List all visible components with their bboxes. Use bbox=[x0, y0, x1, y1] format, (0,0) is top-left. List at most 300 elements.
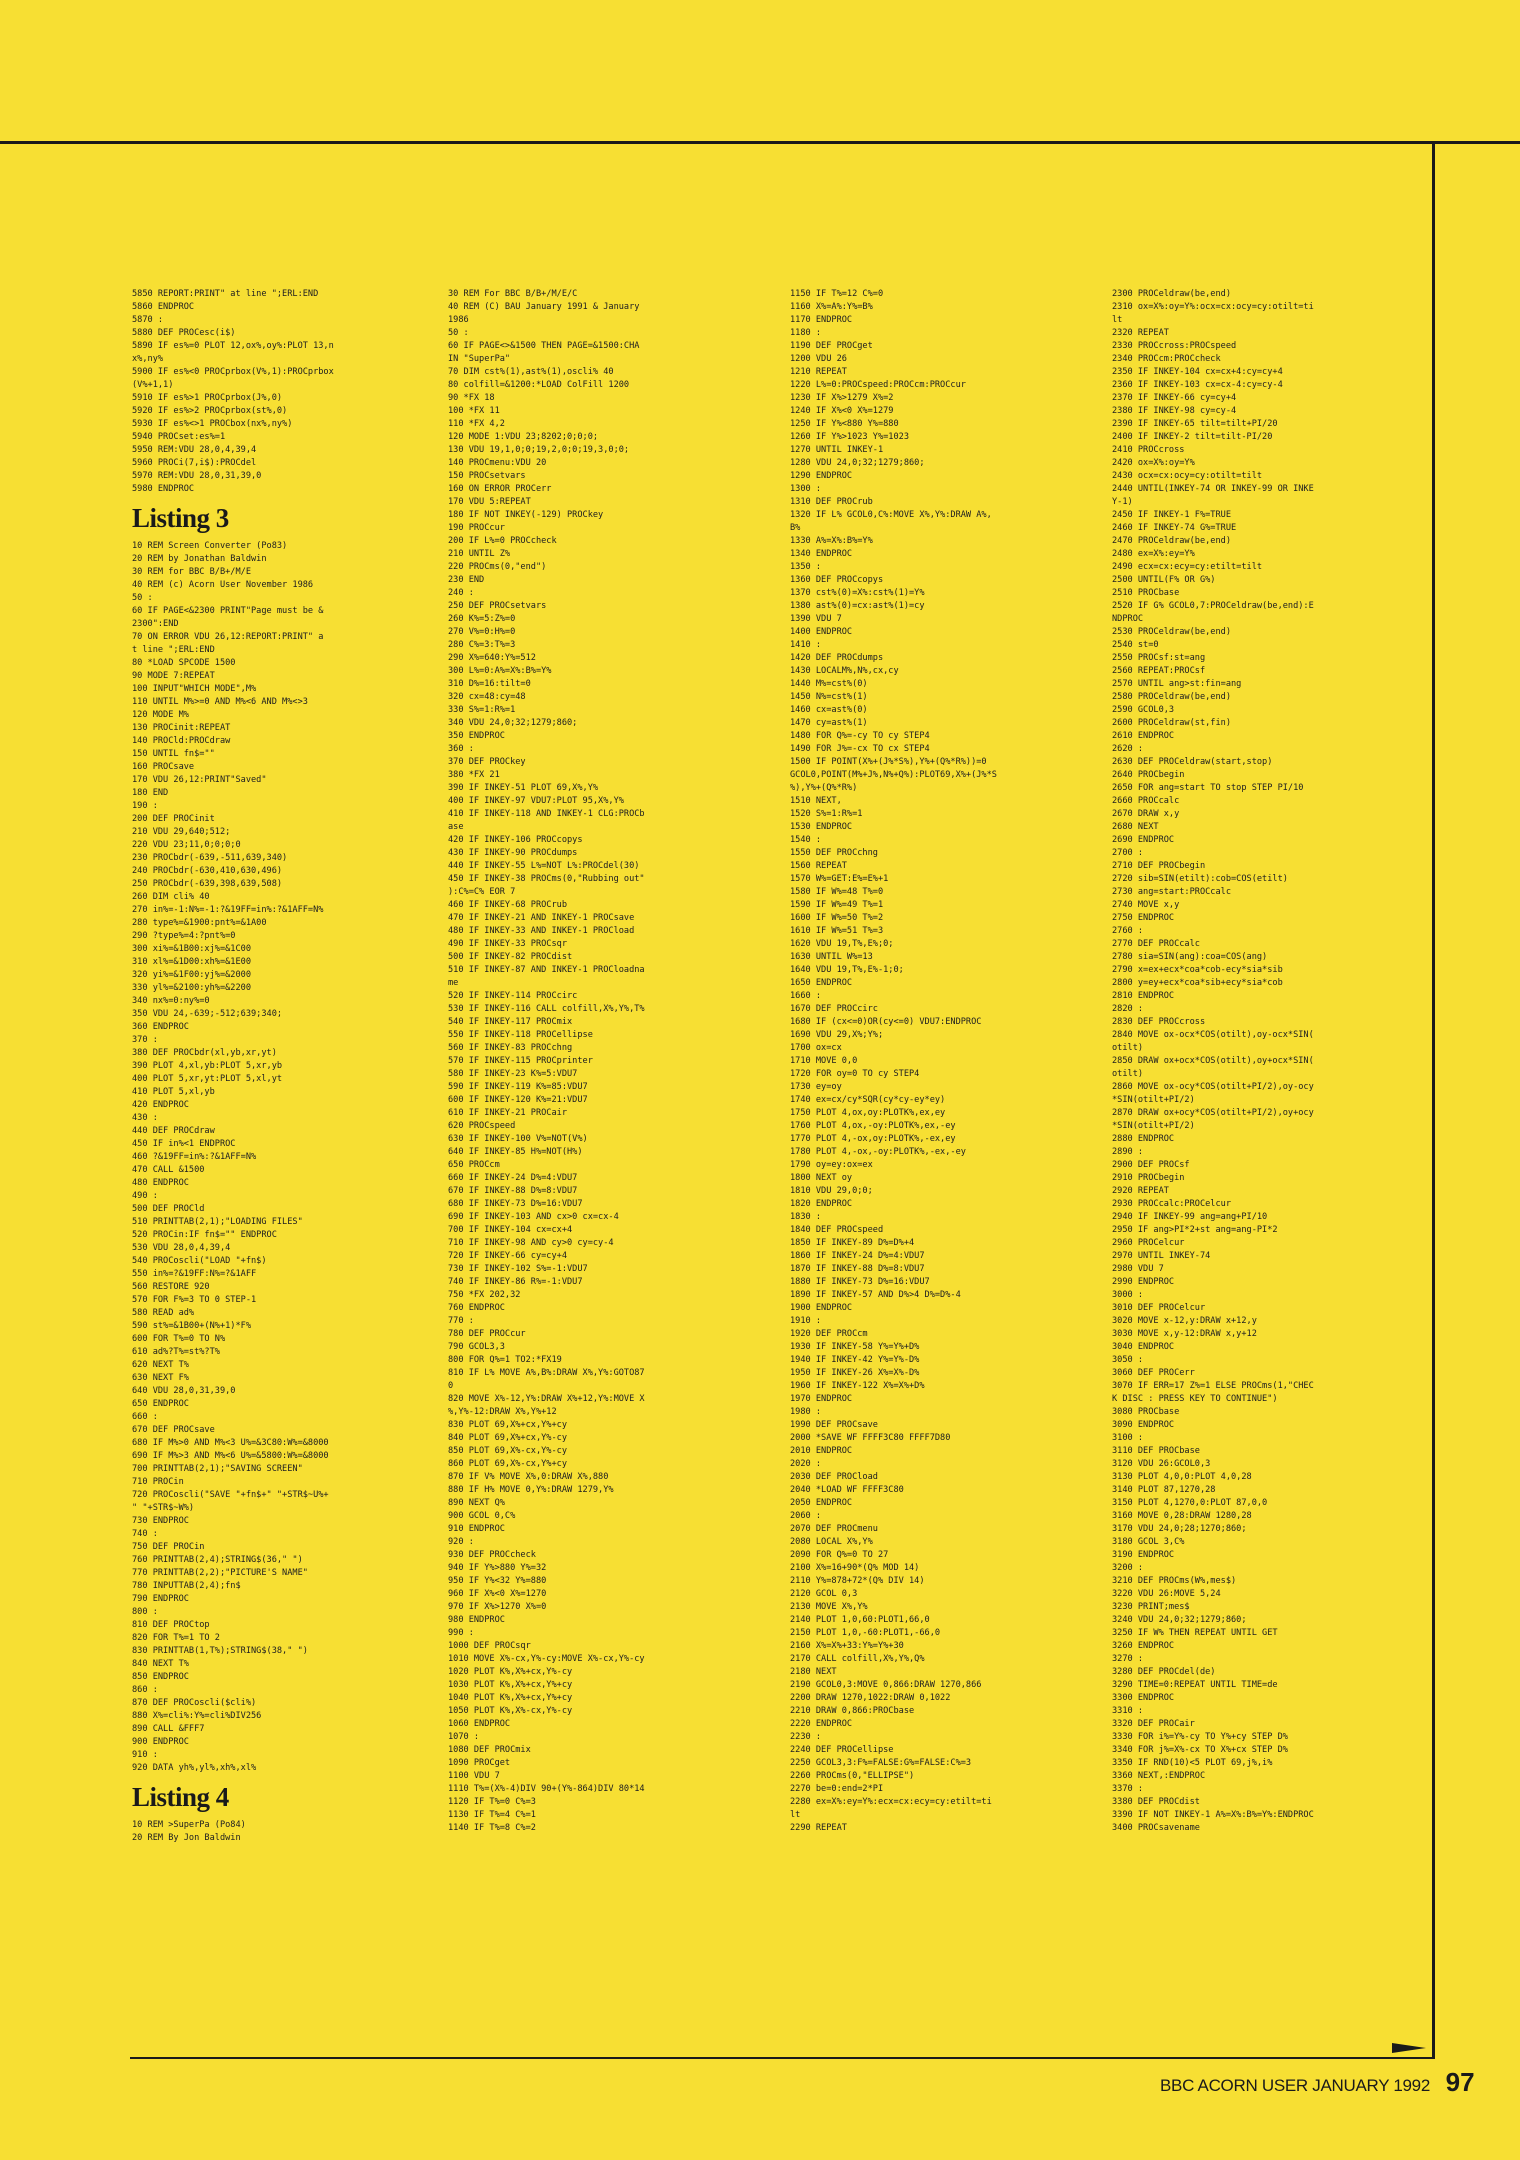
code-line: 1640 VDU 19,T%,E%-1;0; bbox=[790, 965, 904, 975]
code-line: 1330 A%=X%:B%=Y% bbox=[790, 536, 873, 546]
code-line: 5860 ENDPROC bbox=[132, 302, 195, 312]
code-line: 830 PRINTTAB(1,T%);STRING$(38," ") bbox=[132, 1646, 308, 1656]
code-line: 2030 DEF PROCload bbox=[790, 1472, 878, 1482]
code-line: 250 DEF PROCsetvars bbox=[448, 601, 547, 611]
code-line: (V%+1,1) bbox=[132, 380, 174, 390]
listing-column-1 bbox=[132, 288, 447, 2048]
code-line: 1660 : bbox=[790, 991, 822, 1001]
code-line: 390 PLOT 4,xl,yb:PLOT 5,xr,yb bbox=[132, 1061, 283, 1071]
code-line: 830 PLOT 69,X%+cx,Y%+cy bbox=[448, 1420, 567, 1430]
code-line: 790 GCOL3,3 bbox=[448, 1342, 505, 1352]
code-line: 410 PLOT 5,xl,yb bbox=[132, 1087, 215, 1097]
code-line: 1080 DEF PROCmix bbox=[448, 1745, 531, 1755]
code-line: 3230 PRINT;mes$ bbox=[1112, 1602, 1190, 1612]
code-line: 1350 : bbox=[790, 562, 822, 572]
code-line: 2900 DEF PROCsf bbox=[1112, 1160, 1190, 1170]
code-line: 590 st%=&1B00+(N%+1)*F% bbox=[132, 1321, 251, 1331]
code-line: 1900 ENDPROC bbox=[790, 1303, 853, 1313]
code-line: 2180 NEXT bbox=[790, 1667, 837, 1677]
code-line: 3320 DEF PROCair bbox=[1112, 1719, 1195, 1729]
code-line: 3140 PLOT 87,1270,28 bbox=[1112, 1485, 1216, 1495]
code-line: 430 IF INKEY-90 PROCdumps bbox=[448, 848, 578, 858]
code-line: 1370 cst%(0)=X%:cst%(1)=Y% bbox=[790, 588, 925, 598]
code-line: 550 in%=?&19FF:N%=?&1AFF bbox=[132, 1269, 257, 1279]
code-line: 910 : bbox=[132, 1750, 158, 1760]
code-line: 710 IF INKEY-98 AND cy>0 cy=cy-4 bbox=[448, 1238, 614, 1248]
code-line: 1850 IF INKEY-89 D%=D%+4 bbox=[790, 1238, 915, 1248]
code-line: 840 NEXT T% bbox=[132, 1659, 189, 1669]
code-line: 660 : bbox=[132, 1412, 158, 1422]
code-line: GCOL0,POINT(M%+J%,N%+Q%):PLOT69,X%+(J%*S bbox=[790, 770, 997, 780]
code-line: 2120 GCOL 0,3 bbox=[790, 1589, 858, 1599]
code-line: 360 : bbox=[448, 744, 474, 754]
code-line: 3180 GCOL 3,C% bbox=[1112, 1537, 1185, 1547]
code-line: 90 *FX 18 bbox=[448, 393, 495, 403]
code-line: 150 UNTIL fn$="" bbox=[132, 749, 215, 759]
code-line: 770 PRINTTAB(2,2);"PICTURE'S NAME" bbox=[132, 1568, 308, 1578]
code-line: 940 IF Y%>880 Y%=32 bbox=[448, 1563, 547, 1573]
code-line: 3200 : bbox=[1112, 1563, 1144, 1573]
code-line: 2260 PROCms(0,"ELLIPSE") bbox=[790, 1771, 915, 1781]
code-line: 2170 CALL colfill,X%,Y%,Q% bbox=[790, 1654, 925, 1664]
code-line: 2630 DEF PROCeldraw(start,stop) bbox=[1112, 757, 1273, 767]
code-line: 2700 : bbox=[1112, 848, 1144, 858]
code-line: 2100 X%=16+90*(Q% MOD 14) bbox=[790, 1563, 920, 1573]
code-line: 2670 DRAW x,y bbox=[1112, 809, 1180, 819]
code-line: 920 DATA yh%,yl%,xh%,xl% bbox=[132, 1763, 257, 1773]
listing-column-2 bbox=[448, 288, 763, 2048]
code-line: 480 IF INKEY-33 AND INKEY-1 PROCload bbox=[448, 926, 635, 936]
code-line: 1060 ENDPROC bbox=[448, 1719, 511, 1729]
code-line: 320 cx=48:cy=48 bbox=[448, 692, 526, 702]
code-line: 460 ?&19FF=in%:?&1AFF=N% bbox=[132, 1152, 257, 1162]
code-line: 5870 : bbox=[132, 315, 164, 325]
code-line: 1910 : bbox=[790, 1316, 822, 1326]
code-line: 540 IF INKEY-117 PROCmix bbox=[448, 1017, 573, 1027]
top-rule bbox=[0, 141, 1520, 144]
code-line: 2790 x=ex+ecx*coa*cob-ecy*sia*sib bbox=[1112, 965, 1283, 975]
code-line: 340 nx%=0:ny%=0 bbox=[132, 996, 210, 1006]
code-line: 370 DEF PROCkey bbox=[448, 757, 526, 767]
code-line: 1420 DEF PROCdumps bbox=[790, 653, 884, 663]
code-line: 650 ENDPROC bbox=[132, 1399, 189, 1409]
code-line: 750 DEF PROCin bbox=[132, 1542, 205, 1552]
code-line: 50 : bbox=[132, 593, 153, 603]
code-line: 1570 W%=GET:E%=E%+1 bbox=[790, 874, 889, 884]
code-line: 1890 IF INKEY-57 AND D%>4 D%=D%-4 bbox=[790, 1290, 961, 1300]
code-line: 370 : bbox=[132, 1035, 158, 1045]
code-line: 450 IF in%<1 ENDPROC bbox=[132, 1139, 236, 1149]
code-line: 380 *FX 21 bbox=[448, 770, 500, 780]
code-line: 970 IF X%>1270 X%=0 bbox=[448, 1602, 547, 1612]
code-line: 670 IF INKEY-88 D%=8:VDU7 bbox=[448, 1186, 578, 1196]
code-line: 1780 PLOT 4,-ox,-oy:PLOTK%,-ex,-ey bbox=[790, 1147, 966, 1157]
code-line: 490 : bbox=[132, 1191, 158, 1201]
code-line: 680 IF INKEY-73 D%=16:VDU7 bbox=[448, 1199, 583, 1209]
code-line: 3190 ENDPROC bbox=[1112, 1550, 1175, 1560]
code-line: 1390 VDU 7 bbox=[790, 614, 842, 624]
code-line: 3310 : bbox=[1112, 1706, 1144, 1716]
code-line: 2730 ang=start:PROCcalc bbox=[1112, 887, 1231, 897]
code-line: 1790 oy=ey:ox=ex bbox=[790, 1160, 873, 1170]
code-line: 170 VDU 5:REPEAT bbox=[448, 497, 531, 507]
code-line: 1730 ey=oy bbox=[790, 1082, 842, 1092]
code-line: 1410 : bbox=[790, 640, 822, 650]
code-line: 780 INPUTTAB(2,4);fn$ bbox=[132, 1581, 241, 1591]
bottom-rule bbox=[130, 2057, 1435, 2059]
code-line: 260 K%=5:Z%=0 bbox=[448, 614, 516, 624]
code-line: 3330 FOR i%=Y%-cy TO Y%+cy STEP D% bbox=[1112, 1732, 1288, 1742]
code-line: 2010 ENDPROC bbox=[790, 1446, 853, 1456]
code-line: 2430 ocx=cx:ocy=cy:otilt=tilt bbox=[1112, 471, 1263, 481]
code-line: 80 colfill=&1200:*LOAD ColFill 1200 bbox=[448, 380, 630, 390]
code-line: 2390 IF INKEY-65 tilt=tilt+PI/20 bbox=[1112, 419, 1278, 429]
code-line: 900 ENDPROC bbox=[132, 1737, 189, 1747]
code-line: 630 NEXT F% bbox=[132, 1373, 189, 1383]
code-line: 1430 LOCALM%,N%,cx,cy bbox=[790, 666, 899, 676]
code-line: 2050 ENDPROC bbox=[790, 1498, 853, 1508]
code-line: 2060 : bbox=[790, 1511, 822, 1521]
code-line: 2240 DEF PROCellipse bbox=[790, 1745, 894, 1755]
code-line: 1450 N%=cst%(1) bbox=[790, 692, 868, 702]
code-line: 1986 bbox=[448, 315, 469, 325]
code-line: 2640 PROCbegin bbox=[1112, 770, 1185, 780]
code-line: 210 UNTIL Z% bbox=[448, 549, 511, 559]
code-line: 1950 IF INKEY-26 X%=X%-D% bbox=[790, 1368, 920, 1378]
code-line: 1310 DEF PROCrub bbox=[790, 497, 873, 507]
code-line: 740 IF INKEY-86 R%=-1:VDU7 bbox=[448, 1277, 583, 1287]
code-line: 1340 ENDPROC bbox=[790, 549, 853, 559]
code-line: 700 IF INKEY-104 cx=cx+4 bbox=[448, 1225, 573, 1235]
code-line: 310 D%=16:tilt=0 bbox=[448, 679, 531, 689]
code-line: 560 IF INKEY-83 PROCchng bbox=[448, 1043, 573, 1053]
right-rule bbox=[1432, 141, 1435, 2059]
code-line: 2210 DRAW 0,866:PROCbase bbox=[790, 1706, 915, 1716]
code-line: 770 : bbox=[448, 1316, 474, 1326]
code-line: 910 ENDPROC bbox=[448, 1524, 505, 1534]
code-line: 490 IF INKEY-33 PROCsqr bbox=[448, 939, 567, 949]
code-line: 5970 REM:VDU 28,0,31,39,0 bbox=[132, 471, 262, 481]
code-line: 50 : bbox=[448, 328, 469, 338]
code-line: 1590 IF W%=49 T%=1 bbox=[790, 900, 884, 910]
code-line: 1710 MOVE 0,0 bbox=[790, 1056, 858, 1066]
code-line: 250 PROCbdr(-639,398,639,508) bbox=[132, 879, 283, 889]
code-line: 2860 MOVE ox-ocy*COS(otilt+PI/2),oy-ocy bbox=[1112, 1082, 1314, 1092]
code-line: 2930 PROCcalc:PROCelcur bbox=[1112, 1199, 1231, 1209]
code-line: 2720 sib=SIN(etilt):cob=COS(etilt) bbox=[1112, 874, 1288, 884]
code-line: 500 IF INKEY-82 PROCdist bbox=[448, 952, 573, 962]
code-line: 3090 ENDPROC bbox=[1112, 1420, 1175, 1430]
code-line: 530 IF INKEY-116 CALL colfill,X%,Y%,T% bbox=[448, 1004, 645, 1014]
code-line: 980 ENDPROC bbox=[448, 1615, 505, 1625]
code-line: 3040 ENDPROC bbox=[1112, 1342, 1175, 1352]
code-line: 2570 UNTIL ang>st:fin=ang bbox=[1112, 679, 1242, 689]
code-line: 1520 S%=1:R%=1 bbox=[790, 809, 863, 819]
code-line: 880 IF H% MOVE 0,Y%:DRAW 1279,Y% bbox=[448, 1485, 614, 1495]
code-line: 2320 REPEAT bbox=[1112, 328, 1169, 338]
code-line: ase bbox=[448, 822, 464, 832]
code-line: 2830 DEF PROCcross bbox=[1112, 1017, 1206, 1027]
code-line: 40 REM (C) BAU January 1991 & January bbox=[448, 302, 640, 312]
code-line: 2410 PROCcross bbox=[1112, 445, 1185, 455]
code-line: 280 C%=3:T%=3 bbox=[448, 640, 516, 650]
code-line: 2280 ex=X%:ey=Y%:ecx=cx:ecy=cy:etilt=ti bbox=[790, 1797, 992, 1807]
code-line: 2560 REPEAT:PROCsf bbox=[1112, 666, 1206, 676]
code-line: 2450 IF INKEY-1 F%=TRUE bbox=[1112, 510, 1231, 520]
code-line: 260 DIM cli% 40 bbox=[132, 892, 210, 902]
code-line: 2480 ex=X%:ey=Y% bbox=[1112, 549, 1195, 559]
code-line: 3150 PLOT 4,1270,0:PLOT 87,0,0 bbox=[1112, 1498, 1268, 1508]
code-line: 1480 FOR Q%=-cy TO cy STEP4 bbox=[790, 731, 930, 741]
code-line: 730 IF INKEY-102 S%=-1:VDU7 bbox=[448, 1264, 588, 1274]
code-line: 2440 UNTIL(INKEY-74 OR INKEY-99 OR INKE bbox=[1112, 484, 1314, 494]
code-line: 1690 VDU 29,X%;Y%; bbox=[790, 1030, 884, 1040]
listing-heading: Listing 3 bbox=[132, 503, 229, 533]
code-line: 790 ENDPROC bbox=[132, 1594, 189, 1604]
code-line: 3160 MOVE 0,28:DRAW 1280,28 bbox=[1112, 1511, 1252, 1521]
code-line: 3260 ENDPROC bbox=[1112, 1641, 1175, 1651]
code-line: 700 PRINTTAB(2,1);"SAVING SCREEN" bbox=[132, 1464, 303, 1474]
code-line: 470 CALL &1500 bbox=[132, 1165, 205, 1175]
code-line: 3110 DEF PROCbase bbox=[1112, 1446, 1200, 1456]
code-line: 2680 NEXT bbox=[1112, 822, 1159, 832]
code-line: 1100 VDU 7 bbox=[448, 1771, 500, 1781]
code-line: 650 PROCcm bbox=[448, 1160, 500, 1170]
code-line: 2870 DRAW ox+ocy*COS(otilt+PI/2),oy+ocy bbox=[1112, 1108, 1314, 1118]
code-line: 890 CALL &FFF7 bbox=[132, 1724, 205, 1734]
code-line: 800 : bbox=[132, 1607, 158, 1617]
code-line: 110 *FX 4,2 bbox=[448, 419, 505, 429]
code-line: 1940 IF INKEY-42 Y%=Y%-D% bbox=[790, 1355, 920, 1365]
page-footer bbox=[1160, 2067, 1475, 2101]
code-line: 2110 Y%=878+72*(Q% DIV 14) bbox=[790, 1576, 925, 1586]
code-line: 3170 VDU 24,0;28;1270;860; bbox=[1112, 1524, 1247, 1534]
code-line: 40 REM (c) Acorn User November 1986 bbox=[132, 580, 314, 590]
code-line: 280 type%=&1900:pnt%=&1A00 bbox=[132, 918, 267, 928]
code-line: 780 DEF PROCcur bbox=[448, 1329, 526, 1339]
code-line: 2520 IF G% GCOL0,7:PROCeldraw(be,end):E bbox=[1112, 601, 1314, 611]
code-line: lt bbox=[1112, 315, 1123, 325]
code-line: 30 REM For BBC B/B+/M/E/C bbox=[448, 289, 578, 299]
code-line: 1880 IF INKEY-73 D%=16:VDU7 bbox=[790, 1277, 930, 1287]
code-line: 850 ENDPROC bbox=[132, 1672, 189, 1682]
code-line: 1360 DEF PROCcopys bbox=[790, 575, 884, 585]
code-line: 1540 : bbox=[790, 835, 822, 845]
code-line: 1930 IF INKEY-58 Y%=Y%+D% bbox=[790, 1342, 920, 1352]
code-line: 1530 ENDPROC bbox=[790, 822, 853, 832]
code-line: 70 DIM cst%(1),ast%(1),oscli% 40 bbox=[448, 367, 614, 377]
code-line: 610 ad%?T%=st%?T% bbox=[132, 1347, 220, 1357]
code-line: 3360 NEXT,:ENDPROC bbox=[1112, 1771, 1206, 1781]
code-line: 860 PLOT 69,X%-cx,Y%+cy bbox=[448, 1459, 567, 1469]
code-line: 3000 : bbox=[1112, 1290, 1144, 1300]
code-line: 1580 IF W%=48 T%=0 bbox=[790, 887, 884, 897]
code-line: 510 IF INKEY-87 AND INKEY-1 PROCloadna bbox=[448, 965, 645, 975]
code-line: 3020 MOVE x-12,y:DRAW x+12,y bbox=[1112, 1316, 1257, 1326]
code-line: otilt) bbox=[1112, 1043, 1144, 1053]
code-line: 480 ENDPROC bbox=[132, 1178, 189, 1188]
code-line: 3250 IF W% THEN REPEAT UNTIL GET bbox=[1112, 1628, 1278, 1638]
code-line: 160 PROCsave bbox=[132, 762, 195, 772]
code-line: 2200 DRAW 1270,1022:DRAW 0,1022 bbox=[790, 1693, 951, 1703]
listing-column-3 bbox=[790, 288, 1105, 2048]
footer-publication: BBC ACORN USER JANUARY 1992 bbox=[1160, 2076, 1430, 2095]
code-line: 3070 IF ERR=17 Z%=1 ELSE PROCms(1,"CHEC bbox=[1112, 1381, 1314, 1391]
code-line: 760 PRINTTAB(2,4);STRING$(36," ") bbox=[132, 1555, 303, 1565]
code-line: 290 ?type%=4:?pnt%=0 bbox=[132, 931, 236, 941]
code-line: 400 IF INKEY-97 VDU7:PLOT 95,X%,Y% bbox=[448, 796, 624, 806]
code-line: 610 IF INKEY-21 PROCair bbox=[448, 1108, 567, 1118]
code-line: 2620 : bbox=[1112, 744, 1144, 754]
code-line: 210 VDU 29,640;512; bbox=[132, 827, 231, 837]
code-line: 390 IF INKEY-51 PLOT 69,X%,Y% bbox=[448, 783, 599, 793]
code-line: 1680 IF (cx<=0)OR(cy<=0) VDU7:ENDPROC bbox=[790, 1017, 982, 1027]
code-line: 1550 DEF PROCchng bbox=[790, 848, 878, 858]
code-line: 1630 UNTIL W%=13 bbox=[790, 952, 873, 962]
code-line: 1210 REPEAT bbox=[790, 367, 847, 377]
code-line: 3060 DEF PROCerr bbox=[1112, 1368, 1195, 1378]
code-line: 450 IF INKEY-38 PROCms(0,"Rubbing out" bbox=[448, 874, 645, 884]
code-line: 2310 ox=X%:oy=Y%:ocx=cx:ocy=cy:otilt=ti bbox=[1112, 302, 1314, 312]
code-line: 130 PROCinit:REPEAT bbox=[132, 723, 231, 733]
code-line: 810 DEF PROCtop bbox=[132, 1620, 210, 1630]
code-line: 1830 : bbox=[790, 1212, 822, 1222]
code-line: 2940 IF INKEY-99 ang=ang+PI/10 bbox=[1112, 1212, 1268, 1222]
code-line: 460 IF INKEY-68 PROCrub bbox=[448, 900, 567, 910]
code-line: 1760 PLOT 4,ox,-oy:PLOTK%,ex,-ey bbox=[790, 1121, 956, 1131]
code-line: 3050 : bbox=[1112, 1355, 1144, 1365]
code-line: 1130 IF T%=4 C%=1 bbox=[448, 1810, 536, 1820]
code-line: 510 PRINTTAB(2,1);"LOADING FILES" bbox=[132, 1217, 303, 1227]
code-line: 2540 st=0 bbox=[1112, 640, 1159, 650]
code-line: %,Y%-12:DRAW X%,Y%+12 bbox=[448, 1407, 557, 1417]
code-line: 670 DEF PROCsave bbox=[132, 1425, 215, 1435]
code-line: 580 IF INKEY-23 K%=5:VDU7 bbox=[448, 1069, 578, 1079]
code-line: 190 : bbox=[132, 801, 158, 811]
code-line: 10 REM >SuperPa (Po84) bbox=[132, 1820, 246, 1830]
code-line: 200 IF L%=0 PROCcheck bbox=[448, 536, 557, 546]
code-line: 2380 IF INKEY-98 cy=cy-4 bbox=[1112, 406, 1237, 416]
page-number: 97 bbox=[1445, 2067, 1475, 2097]
code-line: 2960 PROCelcur bbox=[1112, 1238, 1185, 1248]
code-line: 750 *FX 202,32 bbox=[448, 1290, 521, 1300]
code-line: 1190 DEF PROCget bbox=[790, 341, 873, 351]
code-line: 2600 PROCeldraw(st,fin) bbox=[1112, 718, 1231, 728]
code-line: 680 IF M%>0 AND M%<3 U%=&3C80:W%=&8000 bbox=[132, 1438, 329, 1448]
code-line: x%,ny% bbox=[132, 354, 164, 364]
code-line: 2880 ENDPROC bbox=[1112, 1134, 1175, 1144]
code-line: 1280 VDU 24,0;32;1279;860; bbox=[790, 458, 925, 468]
code-line: 1800 NEXT oy bbox=[790, 1173, 853, 1183]
code-line: 2270 be=0:end=2*PI bbox=[790, 1784, 884, 1794]
code-line: 470 IF INKEY-21 AND INKEY-1 PROCsave bbox=[448, 913, 635, 923]
code-line: otilt) bbox=[1112, 1069, 1144, 1079]
code-line: 1300 : bbox=[790, 484, 822, 494]
code-line: 180 IF NOT INKEY(-129) PROCkey bbox=[448, 510, 604, 520]
code-line: 220 PROCms(0,"end") bbox=[448, 562, 547, 572]
code-line: 1810 VDU 29,0;0; bbox=[790, 1186, 873, 1196]
code-line: 520 IF INKEY-114 PROCcirc bbox=[448, 991, 578, 1001]
code-line: 2580 PROCeldraw(be,end) bbox=[1112, 692, 1231, 702]
code-line: 1870 IF INKEY-88 D%=8:VDU7 bbox=[790, 1264, 925, 1274]
code-line: lt bbox=[790, 1810, 801, 1820]
code-line: 5940 PROCset:es%=1 bbox=[132, 432, 226, 442]
code-line: 1160 X%=A%:Y%=B% bbox=[790, 302, 873, 312]
code-line: 5930 IF es%<>1 PROCbox(nx%,ny%) bbox=[132, 419, 293, 429]
code-line: 1920 DEF PROCcm bbox=[790, 1329, 868, 1339]
code-line: 1240 IF X%<0 X%=1279 bbox=[790, 406, 894, 416]
code-line: 1020 PLOT K%,X%+cx,Y%-cy bbox=[448, 1667, 573, 1677]
code-line: 430 : bbox=[132, 1113, 158, 1123]
code-line: 960 IF X%<0 X%=1270 bbox=[448, 1589, 547, 1599]
code-line: 640 VDU 28,0,31,39,0 bbox=[132, 1386, 236, 1396]
code-line: 1140 IF T%=8 C%=2 bbox=[448, 1823, 536, 1833]
code-line: 2810 ENDPROC bbox=[1112, 991, 1175, 1001]
code-line: 3120 VDU 26:GCOL0,3 bbox=[1112, 1459, 1211, 1469]
code-line: 2250 GCOL3,3:F%=FALSE:G%=FALSE:C%=3 bbox=[790, 1758, 972, 1768]
code-line: 5980 ENDPROC bbox=[132, 484, 195, 494]
code-line: 3100 : bbox=[1112, 1433, 1144, 1443]
code-line: 1470 cy=ast%(1) bbox=[790, 718, 868, 728]
code-line: 270 V%=0:H%=0 bbox=[448, 627, 516, 637]
code-line: 3010 DEF PROCelcur bbox=[1112, 1303, 1206, 1313]
code-line: 2820 : bbox=[1112, 1004, 1144, 1014]
code-line: 2340 PROCcm:PROCcheck bbox=[1112, 354, 1221, 364]
code-line: 2040 *LOAD WF FFFF3C80 bbox=[790, 1485, 904, 1495]
code-line: 1490 FOR J%=-cx TO cx STEP4 bbox=[790, 744, 930, 754]
code-line: 1440 M%=cst%(0) bbox=[790, 679, 868, 689]
code-line: me bbox=[448, 978, 459, 988]
code-line: 710 PROCin bbox=[132, 1477, 184, 1487]
code-line: 2780 sia=SIN(ang):coa=COS(ang) bbox=[1112, 952, 1268, 962]
code-line: 100 INPUT"WHICH MODE",M% bbox=[132, 684, 257, 694]
code-line: 20 REM By Jon Baldwin bbox=[132, 1833, 241, 1843]
code-line: 950 IF Y%<32 Y%=880 bbox=[448, 1576, 547, 1586]
code-line: 1980 : bbox=[790, 1407, 822, 1417]
code-line: 150 PROCsetvars bbox=[448, 471, 526, 481]
code-line: 1620 VDU 19,T%,E%;0; bbox=[790, 939, 894, 949]
code-line: 180 END bbox=[132, 788, 169, 798]
code-line: 220 VDU 23;11,0;0;0;0 bbox=[132, 840, 241, 850]
code-line: 300 xi%=&1B00:xj%=&1C00 bbox=[132, 944, 251, 954]
code-line: 3350 IF RND(10)<5 PLOT 69,j%,i% bbox=[1112, 1758, 1273, 1768]
code-line: 3240 VDU 24,0;32;1279;860; bbox=[1112, 1615, 1247, 1625]
code-line: 1510 NEXT, bbox=[790, 796, 842, 806]
code-line: 2660 PROCcalc bbox=[1112, 796, 1180, 806]
code-line: 3220 VDU 26:MOVE 5,24 bbox=[1112, 1589, 1221, 1599]
code-line: 1120 IF T%=0 C%=3 bbox=[448, 1797, 536, 1807]
code-line: 5890 IF es%=0 PLOT 12,ox%,oy%:PLOT 13,n bbox=[132, 341, 334, 351]
code-line: 140 PROCld:PROCdraw bbox=[132, 736, 231, 746]
code-line: 5910 IF es%>1 PROCprbox(J%,0) bbox=[132, 393, 283, 403]
code-line: 10 REM Screen Converter (Po83) bbox=[132, 541, 288, 551]
code-line: 290 X%=640:Y%=512 bbox=[448, 653, 536, 663]
code-line: 1610 IF W%=51 T%=3 bbox=[790, 926, 884, 936]
code-line: 360 ENDPROC bbox=[132, 1022, 189, 1032]
code-line: 3400 PROCsavename bbox=[1112, 1823, 1200, 1833]
code-line: 2160 X%=X%+33:Y%=Y%+30 bbox=[790, 1641, 904, 1651]
code-line: 340 VDU 24,0;32;1279;860; bbox=[448, 718, 578, 728]
code-line: 2350 IF INKEY-104 cx=cx+4:cy=cy+4 bbox=[1112, 367, 1283, 377]
code-line: 1180 : bbox=[790, 328, 822, 338]
code-line: 410 IF INKEY-118 AND INKEY-1 CLG:PROCb bbox=[448, 809, 645, 819]
code-line: 230 PROCbdr(-639,-511,639,340) bbox=[132, 853, 288, 863]
code-line: 1170 ENDPROC bbox=[790, 315, 853, 325]
code-line: 320 yi%=&1F00:yj%=&2000 bbox=[132, 970, 251, 980]
code-line: 1960 IF INKEY-122 X%=X%+D% bbox=[790, 1381, 925, 1391]
code-line: 1150 IF T%=12 C%=0 bbox=[790, 289, 884, 299]
code-line: 90 MODE 7:REPEAT bbox=[132, 671, 215, 681]
